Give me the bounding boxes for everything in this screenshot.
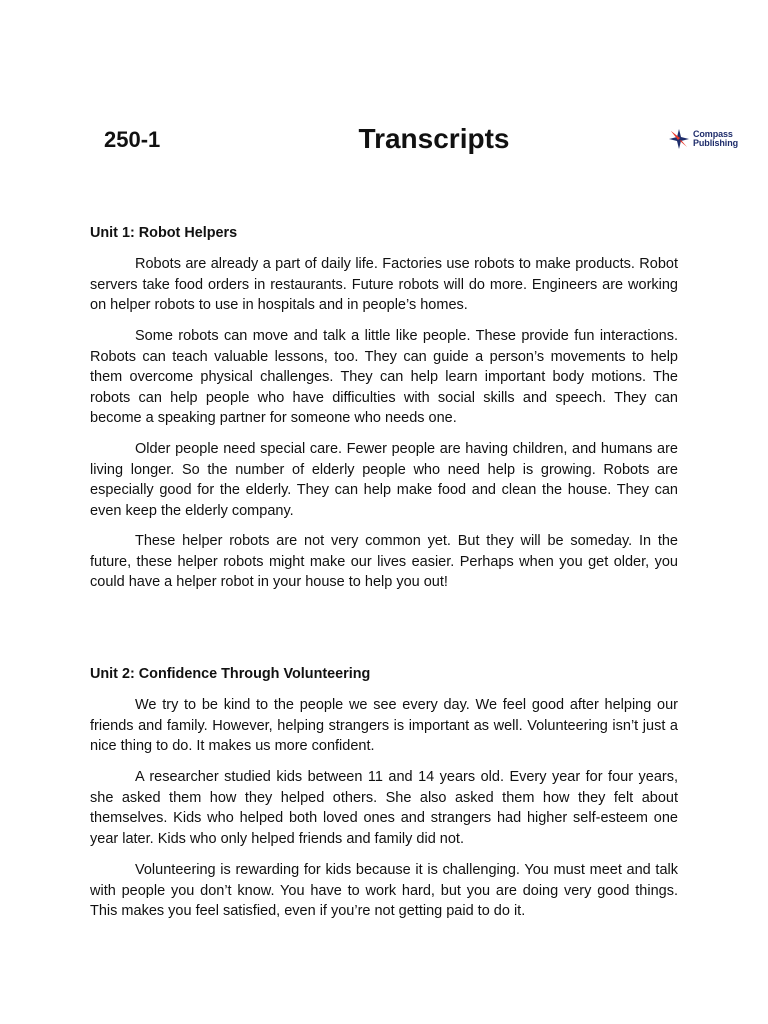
page-title: Transcripts	[358, 123, 510, 154]
unit-2-paragraph-3: Volunteering is rewarding for kids because it is challenging. You must meet and talk with people you don’t know. You have to work hard, but you are doing very good things. This makes you feel satisfied, even if you’re not getting paid to do it.	[90, 862, 678, 920]
unit-2-paragraph-2: A researcher studied kids between 11 and 14 years old. Every year for four years, she asked them how they helped others. She also asked them how they felt about themselves. Kids who helped both loved ones and strangers had higher self-esteem one year later. Kids who only helped friends and family did not.	[90, 769, 678, 847]
unit-2-paragraph-1: We try to be kind to the people we see every day. We feel good after helping our friends and family. However, helping strangers is important as well. Volunteering isn’t just a nice thing to do. It makes us more confident.	[90, 697, 678, 755]
unit-1-paragraph-3: Older people need special care. Fewer people are having children, and humans are living longer. So the number of elderly people who need help is growing. Robots are especially good for the elderly. They can help make food and clean the house. They can even keep the elderly company.	[90, 441, 678, 519]
publisher-logo	[668, 128, 738, 150]
unit-1-paragraph-2: Some robots can move and talk a little like people. These provide fun interactions. Robots can teach valuable lessons, too. They can guide a person’s movements to help them overcome physical challenges. They can help learn important body motions. The robots can help people who have difficulties with social skills and speech. They can become a speaking partner for someone who needs one.	[90, 328, 678, 427]
document-code: 250-1	[104, 127, 161, 152]
unit-2-heading: Unit 2: Confidence Through Volunteering	[90, 666, 371, 682]
unit-1-paragraph-4: These helper robots are not very common yet. But they will be someday. In the future, these helper robots might make our lives easier. Perhaps when you get older, you could have a helper robot in your house to help you out!	[90, 533, 678, 591]
logo-wordmark	[693, 130, 738, 148]
logo-line-1: Compass	[693, 129, 733, 139]
unit-1-heading: Unit 1: Robot Helpers	[90, 225, 238, 241]
unit-1-paragraph-1: Robots are already a part of daily life. Factories use robots to make products. Robot servers take food orders in restaurants. Future robots will do more. Engineers are working on helper robots to use in hospitals and in people’s homes.	[90, 256, 678, 314]
logo-line-2: Publishing	[693, 138, 738, 148]
compass-star-icon	[668, 128, 690, 150]
